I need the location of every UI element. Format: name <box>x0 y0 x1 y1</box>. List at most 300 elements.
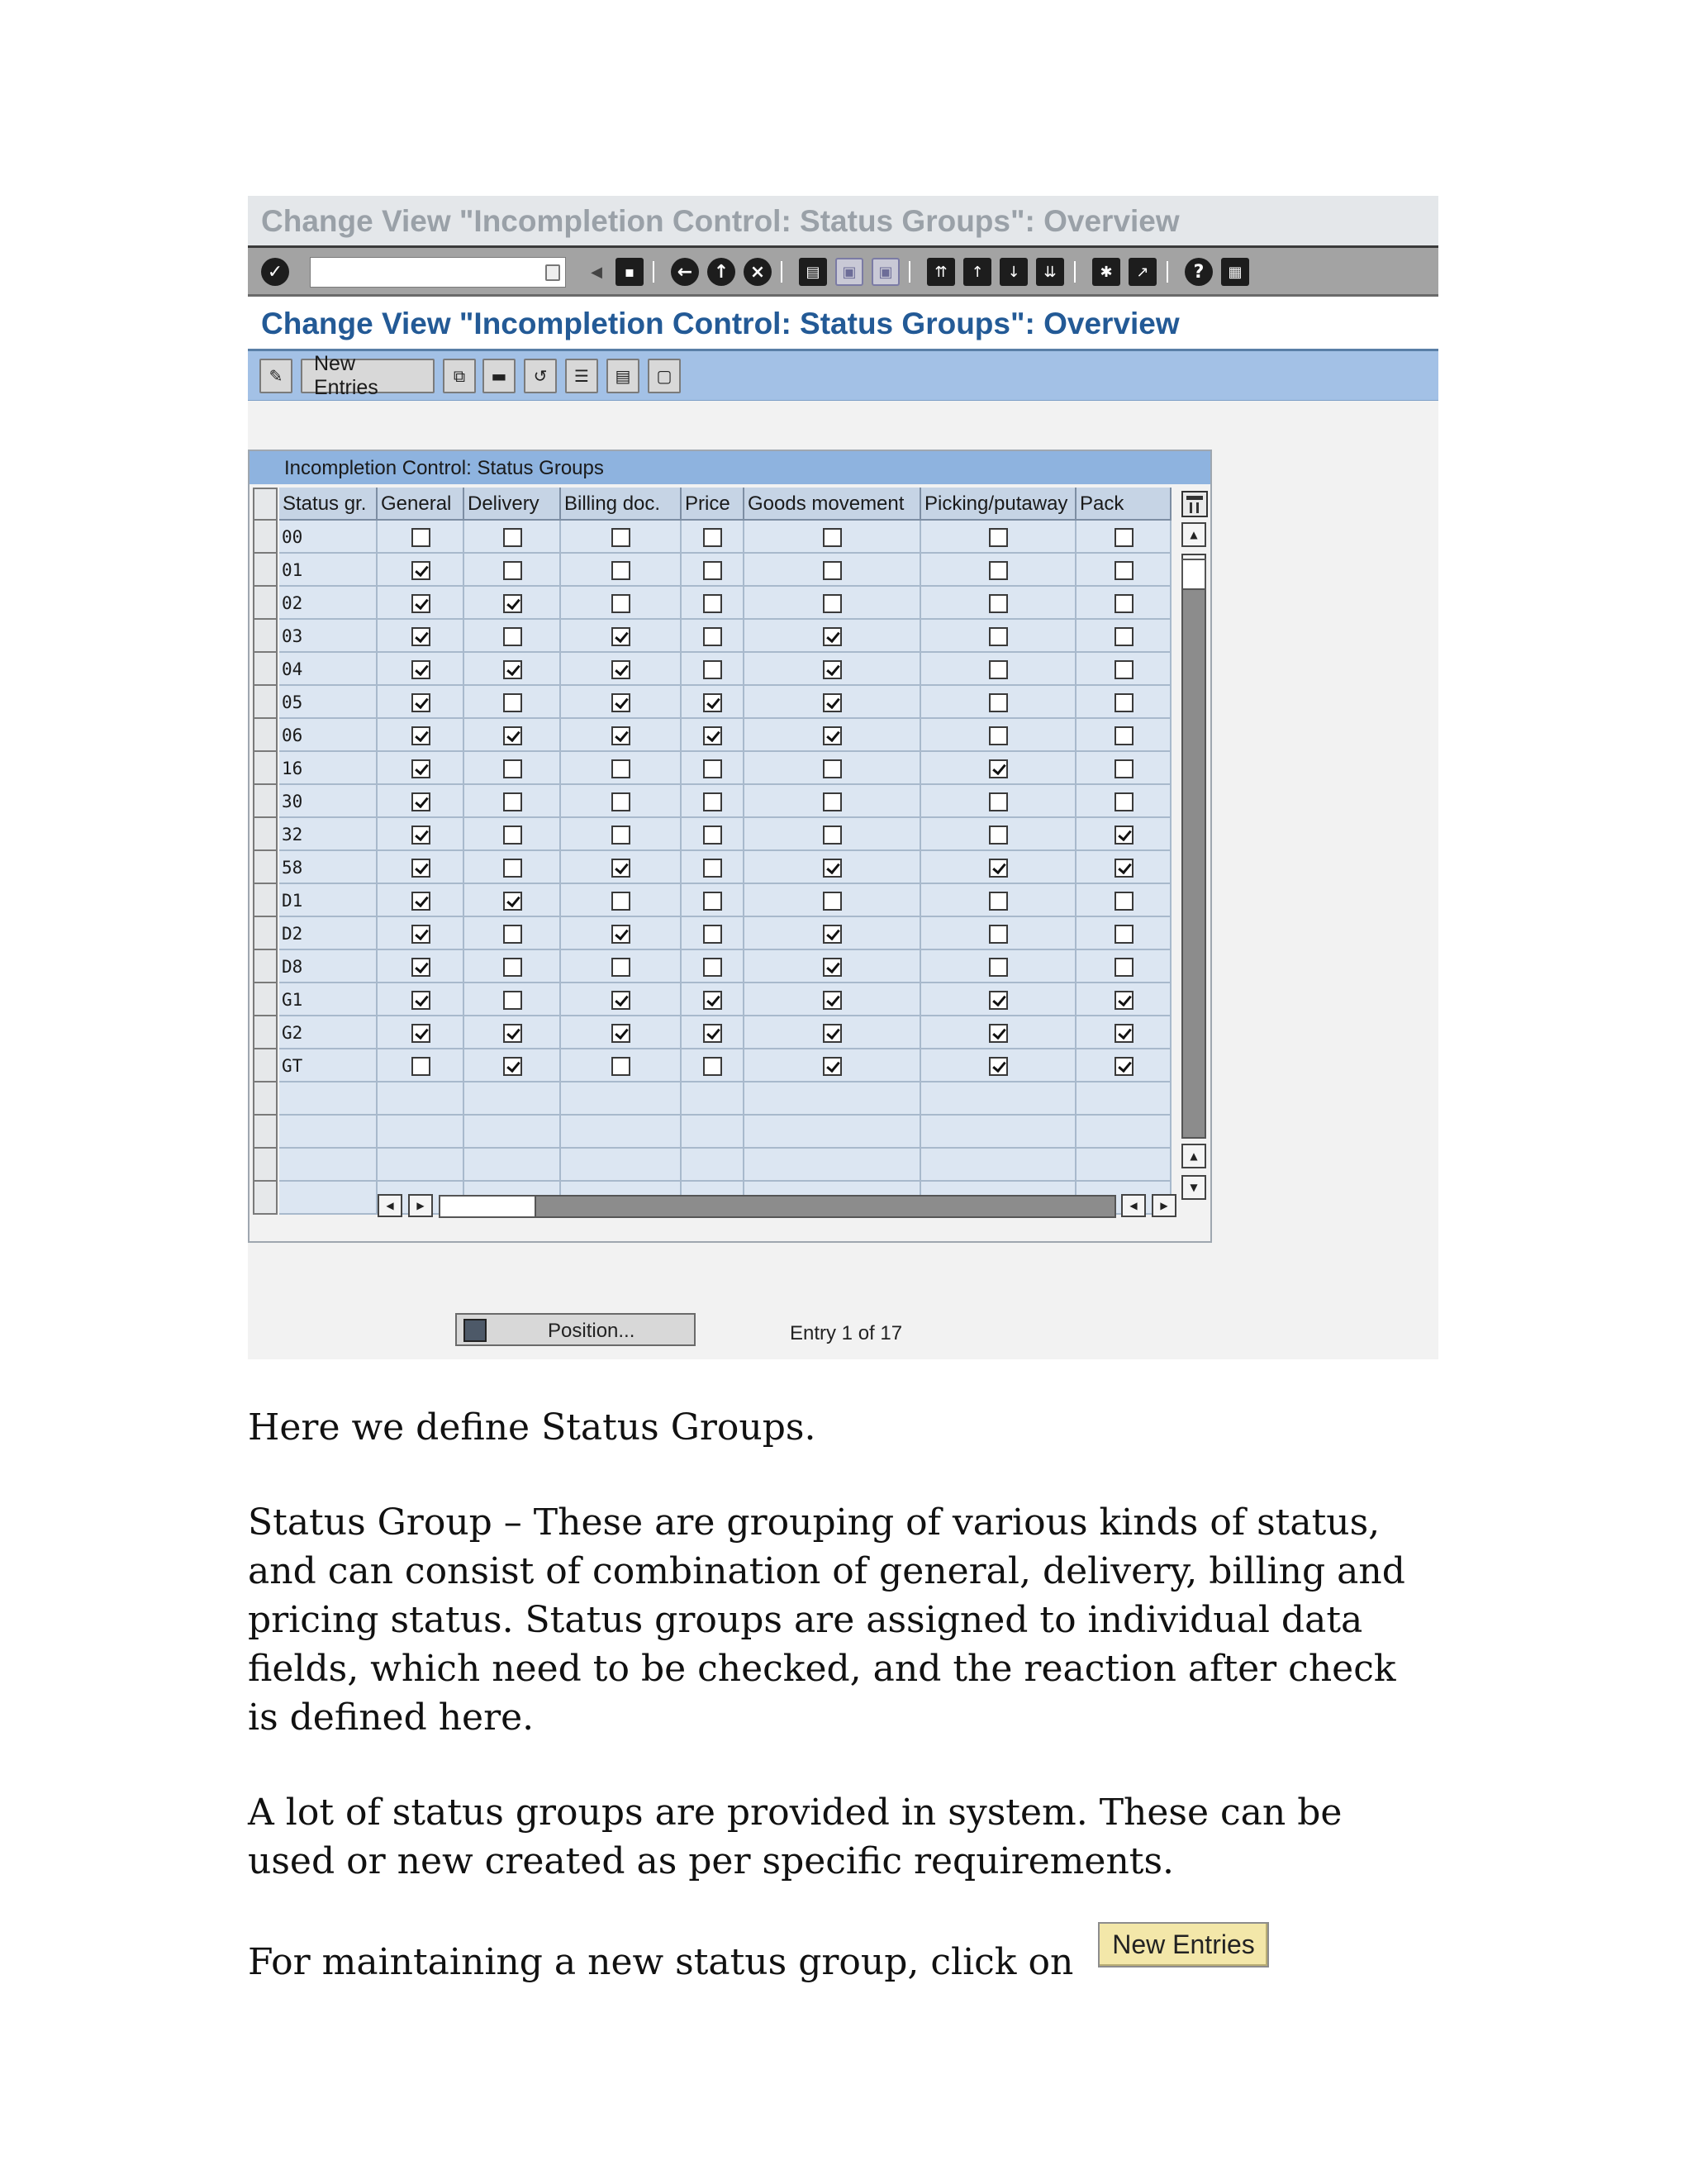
status-group-cell <box>279 950 378 983</box>
column-header[interactable] <box>378 488 464 521</box>
status-group-code: D8 <box>282 957 303 977</box>
shortcut-icon[interactable]: ↗ <box>1129 258 1157 286</box>
status-checkbox[interactable] <box>823 726 842 745</box>
status-checkbox[interactable] <box>411 627 430 646</box>
status-checkbox[interactable] <box>989 925 1008 944</box>
status-flag-cell <box>561 884 682 917</box>
status-checkbox[interactable] <box>411 1024 430 1043</box>
row-selector[interactable] <box>253 752 278 785</box>
status-checkbox[interactable] <box>1115 627 1134 646</box>
status-flag-cell <box>464 818 561 851</box>
status-checkbox[interactable] <box>703 759 722 778</box>
status-checkbox[interactable] <box>823 1024 842 1043</box>
row-selector[interactable] <box>253 620 278 653</box>
status-checkbox[interactable] <box>989 660 1008 679</box>
next-page-icon[interactable]: ↓ <box>1000 258 1028 286</box>
first-page-icon[interactable]: ⇈ <box>927 258 955 286</box>
status-checkbox[interactable] <box>503 693 522 712</box>
status-group-cell <box>279 1082 378 1116</box>
status-flag-cell <box>378 719 464 752</box>
row-selector[interactable] <box>253 587 278 620</box>
status-flag-cell <box>682 620 744 653</box>
status-flag-cell <box>744 521 921 554</box>
status-flag-cell <box>744 1016 921 1049</box>
status-flag-cell <box>464 851 561 884</box>
status-flag-cell <box>921 917 1077 950</box>
status-checkbox[interactable] <box>1115 528 1134 547</box>
status-flag-cell <box>1077 620 1172 653</box>
select-all-icon[interactable]: ☰ <box>565 359 598 393</box>
status-flag-cell <box>921 587 1077 620</box>
row-selector[interactable] <box>253 653 278 686</box>
exit-icon[interactable]: ↑ <box>707 258 735 286</box>
scroll-left-icon[interactable]: ◀ <box>1121 1194 1146 1217</box>
table-settings-icon[interactable] <box>1181 491 1208 517</box>
status-checkbox[interactable] <box>989 693 1008 712</box>
scroll-right-first-icon[interactable]: ▶ <box>408 1194 433 1217</box>
status-checkbox[interactable] <box>989 826 1008 845</box>
status-checkbox[interactable] <box>411 693 430 712</box>
status-group-code: D2 <box>282 924 303 944</box>
status-checkbox[interactable] <box>611 792 630 811</box>
status-flag-cell <box>1077 1049 1172 1082</box>
status-flag-cell <box>682 1082 744 1116</box>
status-checkbox[interactable] <box>989 958 1008 977</box>
select-block-icon[interactable]: ▤ <box>606 359 639 393</box>
status-flag-cell <box>682 818 744 851</box>
status-checkbox[interactable] <box>823 1057 842 1076</box>
status-checkbox[interactable] <box>611 925 630 944</box>
entry-counter: Entry 1 of 17 <box>790 1322 903 1344</box>
status-group-cell <box>279 785 378 818</box>
status-checkbox[interactable] <box>823 991 842 1010</box>
row-selector[interactable] <box>253 983 278 1016</box>
status-flag-cell <box>921 950 1077 983</box>
status-checkbox[interactable] <box>611 1057 630 1076</box>
row-selector[interactable] <box>253 884 278 917</box>
row-selector[interactable] <box>253 686 278 719</box>
new-session-icon[interactable]: ✱ <box>1092 258 1120 286</box>
status-flag-cell <box>921 1149 1077 1182</box>
row-selector[interactable] <box>253 1016 278 1049</box>
paragraph-line: pricing status. Status groups are assigned to individual data <box>248 1599 1363 1641</box>
status-flag-cell <box>464 521 561 554</box>
status-checkbox[interactable] <box>989 892 1008 911</box>
find-next-icon[interactable]: ▣ <box>872 258 900 286</box>
status-flag-cell <box>921 884 1077 917</box>
status-checkbox[interactable] <box>823 792 842 811</box>
status-flag-cell <box>561 950 682 983</box>
column-header[interactable] <box>279 488 378 521</box>
status-checkbox[interactable] <box>703 826 722 845</box>
table-caption-text: Incompletion Control: Status Groups <box>284 457 604 479</box>
status-checkbox[interactable] <box>703 991 722 1010</box>
status-checkbox[interactable] <box>611 892 630 911</box>
row-selector[interactable] <box>253 1116 278 1149</box>
status-checkbox[interactable] <box>611 826 630 845</box>
status-checkbox[interactable] <box>503 892 522 911</box>
column-header-label: General <box>381 492 452 515</box>
horizontal-scroll-thumb[interactable] <box>439 1195 536 1218</box>
status-checkbox[interactable] <box>989 1024 1008 1043</box>
copy-as-icon[interactable]: ⧉ <box>443 359 476 393</box>
status-checkbox[interactable] <box>411 1057 430 1076</box>
status-checkbox[interactable] <box>1115 693 1134 712</box>
delete-icon[interactable]: ▬ <box>482 359 516 393</box>
undo-change-icon[interactable]: ↺ <box>524 359 557 393</box>
find-icon[interactable]: ▣ <box>835 258 863 286</box>
deselect-all-icon[interactable]: ▢ <box>648 359 681 393</box>
column-header[interactable] <box>561 488 682 521</box>
status-checkbox[interactable] <box>411 594 430 613</box>
status-checkbox[interactable] <box>703 859 722 878</box>
status-flag-cell <box>1077 1082 1172 1116</box>
status-checkbox[interactable] <box>503 726 522 745</box>
inline-new-entries-button[interactable]: New Entries <box>1098 1922 1269 1968</box>
row-selector[interactable] <box>253 818 278 851</box>
row-selector[interactable] <box>253 1149 278 1182</box>
status-checkbox[interactable] <box>989 561 1008 580</box>
status-checkbox[interactable] <box>1115 991 1134 1010</box>
status-checkbox[interactable] <box>823 826 842 845</box>
table-row <box>253 719 1172 752</box>
status-checkbox[interactable] <box>411 660 430 679</box>
screen-title: Change View "Incompletion Control: Status Groups": Overview <box>261 307 1180 340</box>
status-flag-cell <box>921 983 1077 1016</box>
status-flag-cell <box>378 554 464 587</box>
status-checkbox[interactable] <box>703 528 722 547</box>
status-flag-cell <box>921 1016 1077 1049</box>
status-group-cell <box>279 752 378 785</box>
status-checkbox[interactable] <box>703 1024 722 1043</box>
status-checkbox[interactable] <box>703 958 722 977</box>
row-selector[interactable] <box>253 1082 278 1116</box>
status-checkbox[interactable] <box>703 1057 722 1076</box>
column-header[interactable] <box>744 488 921 521</box>
row-selector[interactable] <box>253 1049 278 1082</box>
status-checkbox[interactable] <box>611 1024 630 1043</box>
status-group-paragraph <box>248 1498 1405 1742</box>
status-flag-cell <box>561 1049 682 1082</box>
status-checkbox[interactable] <box>611 693 630 712</box>
status-group-cell <box>279 719 378 752</box>
status-checkbox[interactable] <box>611 660 630 679</box>
previous-page-icon[interactable]: ↑ <box>963 258 991 286</box>
status-checkbox[interactable] <box>823 925 842 944</box>
row-selector[interactable] <box>253 1182 278 1215</box>
status-flag-cell <box>378 1016 464 1049</box>
status-checkbox[interactable] <box>611 859 630 878</box>
status-group-code: 30 <box>282 792 303 811</box>
status-group-cell <box>279 554 378 587</box>
status-flag-cell <box>561 521 682 554</box>
status-checkbox[interactable] <box>503 660 522 679</box>
arrow-left-icon[interactable]: ◀ <box>591 263 602 281</box>
status-flag-cell <box>464 785 561 818</box>
status-checkbox[interactable] <box>703 660 722 679</box>
status-checkbox[interactable] <box>989 594 1008 613</box>
status-group-cell <box>279 1149 378 1182</box>
status-flag-cell <box>1077 554 1172 587</box>
status-checkbox[interactable] <box>823 528 842 547</box>
intro-paragraph: Here we define Status Groups. <box>248 1406 816 1449</box>
status-group-code: G2 <box>282 1023 303 1043</box>
status-checkbox[interactable] <box>1115 594 1134 613</box>
window-title: Change View "Incompletion Control: Status Groups": Overview <box>261 204 1180 238</box>
enter-checkmark-icon[interactable]: ✓ <box>261 258 289 286</box>
status-checkbox[interactable] <box>503 759 522 778</box>
status-flag-cell <box>378 884 464 917</box>
row-selector[interactable] <box>253 521 278 554</box>
status-flag-cell <box>1077 818 1172 851</box>
status-checkbox[interactable] <box>611 528 630 547</box>
row-selector[interactable] <box>253 950 278 983</box>
status-flag-cell <box>378 752 464 785</box>
position-icon <box>463 1319 487 1342</box>
column-header[interactable] <box>464 488 561 521</box>
status-checkbox[interactable] <box>503 627 522 646</box>
status-flag-cell <box>1077 1149 1172 1182</box>
status-checkbox[interactable] <box>989 792 1008 811</box>
status-checkbox[interactable] <box>503 991 522 1010</box>
status-checkbox[interactable] <box>989 759 1008 778</box>
status-checkbox[interactable] <box>611 759 630 778</box>
table-row <box>253 1049 1172 1082</box>
status-checkbox[interactable] <box>823 759 842 778</box>
status-checkbox[interactable] <box>703 726 722 745</box>
status-flag-cell <box>1077 983 1172 1016</box>
save-icon[interactable]: ▪ <box>615 258 644 286</box>
status-checkbox[interactable] <box>411 892 430 911</box>
status-group-code: 00 <box>282 527 303 547</box>
status-flag-cell <box>921 554 1077 587</box>
back-icon[interactable]: ← <box>671 258 699 286</box>
status-checkbox[interactable] <box>411 726 430 745</box>
cancel-icon[interactable]: × <box>744 258 772 286</box>
table-header-row <box>253 488 1172 521</box>
status-checkbox[interactable] <box>703 925 722 944</box>
status-checkbox[interactable] <box>1115 925 1134 944</box>
status-checkbox[interactable] <box>989 859 1008 878</box>
status-checkbox[interactable] <box>503 561 522 580</box>
status-checkbox[interactable] <box>1115 1024 1134 1043</box>
table-row <box>253 1082 1172 1116</box>
display-change-icon[interactable]: ✎ <box>259 359 292 393</box>
scroll-right-icon[interactable]: ▶ <box>1152 1194 1176 1217</box>
status-checkbox[interactable] <box>1115 958 1134 977</box>
status-checkbox[interactable] <box>411 528 430 547</box>
column-header[interactable] <box>921 488 1077 521</box>
status-flag-cell <box>682 719 744 752</box>
layout-menu-icon[interactable]: ▦ <box>1221 258 1249 286</box>
status-flag-cell <box>378 1149 464 1182</box>
row-selector[interactable] <box>253 554 278 587</box>
status-checkbox[interactable] <box>1115 859 1134 878</box>
table-row <box>253 1116 1172 1149</box>
status-checkbox[interactable] <box>823 859 842 878</box>
row-selector[interactable] <box>253 917 278 950</box>
status-flag-cell <box>1077 851 1172 884</box>
status-flag-cell <box>561 752 682 785</box>
status-flag-cell <box>921 818 1077 851</box>
status-checkbox[interactable] <box>503 958 522 977</box>
status-checkbox[interactable] <box>1115 726 1134 745</box>
status-flag-cell <box>561 917 682 950</box>
status-flag-cell <box>744 983 921 1016</box>
table-row <box>253 587 1172 620</box>
status-checkbox[interactable] <box>611 594 630 613</box>
status-flag-cell <box>464 752 561 785</box>
status-checkbox[interactable] <box>823 660 842 679</box>
status-flag-cell <box>464 686 561 719</box>
last-page-icon[interactable]: ⇊ <box>1036 258 1064 286</box>
status-checkbox[interactable] <box>989 627 1008 646</box>
status-flag-cell <box>1077 521 1172 554</box>
status-checkbox[interactable] <box>503 1057 522 1076</box>
status-flag-cell <box>561 1016 682 1049</box>
select-all-rows-marker[interactable] <box>253 488 278 521</box>
status-flag-cell <box>744 1149 921 1182</box>
status-checkbox[interactable] <box>823 693 842 712</box>
status-checkbox[interactable] <box>1115 892 1134 911</box>
help-icon[interactable]: ? <box>1185 258 1213 286</box>
status-checkbox[interactable] <box>611 991 630 1010</box>
status-checkbox[interactable] <box>611 627 630 646</box>
status-checkbox[interactable] <box>989 991 1008 1010</box>
status-flag-cell <box>561 620 682 653</box>
status-checkbox[interactable] <box>703 594 722 613</box>
vertical-scrollbar[interactable] <box>1181 559 1206 1139</box>
status-checkbox[interactable] <box>1115 1057 1134 1076</box>
column-header-label: Delivery <box>468 492 539 515</box>
status-checkbox[interactable] <box>503 859 522 878</box>
status-checkbox[interactable] <box>411 991 430 1010</box>
row-selector[interactable] <box>253 851 278 884</box>
status-flag-cell <box>744 1082 921 1116</box>
status-group-code: 32 <box>282 825 303 845</box>
status-checkbox[interactable] <box>503 826 522 845</box>
status-flag-cell <box>464 1149 561 1182</box>
status-checkbox[interactable] <box>611 561 630 580</box>
status-group-code: 58 <box>282 858 303 878</box>
status-flag-cell <box>921 1049 1077 1082</box>
scroll-left-first-icon[interactable]: ◀ <box>378 1194 402 1217</box>
status-flag-cell <box>464 653 561 686</box>
new-entries-button[interactable]: New Entries <box>301 359 435 393</box>
status-checkbox[interactable] <box>503 528 522 547</box>
table-row <box>253 521 1172 554</box>
status-flag-cell <box>682 917 744 950</box>
status-flag-cell <box>1077 719 1172 752</box>
row-selector[interactable] <box>253 785 278 818</box>
status-checkbox[interactable] <box>503 594 522 613</box>
status-checkbox[interactable] <box>703 792 722 811</box>
scroll-page-down-icon[interactable]: ▼ <box>1181 1175 1206 1200</box>
status-flag-cell <box>561 554 682 587</box>
status-checkbox[interactable] <box>1115 660 1134 679</box>
vertical-scroll-thumb[interactable] <box>1181 559 1206 590</box>
print-icon[interactable]: ▤ <box>799 258 827 286</box>
status-checkbox[interactable] <box>411 826 430 845</box>
column-header-label: Pack <box>1080 492 1124 515</box>
status-flag-cell <box>682 1149 744 1182</box>
status-checkbox[interactable] <box>703 693 722 712</box>
command-field[interactable] <box>310 257 566 288</box>
status-flag-cell <box>378 521 464 554</box>
status-checkbox[interactable] <box>411 561 430 580</box>
status-checkbox[interactable] <box>1115 826 1134 845</box>
status-flag-cell <box>744 686 921 719</box>
status-checkbox[interactable] <box>503 925 522 944</box>
scroll-up-icon[interactable]: ▲ <box>1181 522 1206 547</box>
status-checkbox[interactable] <box>503 1024 522 1043</box>
status-checkbox[interactable] <box>1115 561 1134 580</box>
status-checkbox[interactable] <box>411 792 430 811</box>
status-checkbox[interactable] <box>1115 759 1134 778</box>
status-flag-cell <box>744 818 921 851</box>
scroll-page-up-icon[interactable]: ▲ <box>1181 1144 1206 1168</box>
status-group-cell <box>279 521 378 554</box>
status-flag-cell <box>464 1049 561 1082</box>
table-row <box>253 917 1172 950</box>
status-checkbox[interactable] <box>411 859 430 878</box>
position-label: Position... <box>548 1320 635 1342</box>
status-checkbox[interactable] <box>823 627 842 646</box>
position-button[interactable] <box>455 1313 696 1346</box>
table-row <box>253 983 1172 1016</box>
table-row <box>253 554 1172 587</box>
status-flag-cell <box>1077 653 1172 686</box>
status-flag-cell <box>1077 686 1172 719</box>
status-checkbox[interactable] <box>823 958 842 977</box>
row-selector[interactable] <box>253 719 278 752</box>
status-group-cell <box>279 686 378 719</box>
status-checkbox[interactable] <box>611 958 630 977</box>
status-checkbox[interactable] <box>823 892 842 911</box>
status-checkbox[interactable] <box>1115 792 1134 811</box>
status-checkbox[interactable] <box>703 627 722 646</box>
status-checkbox[interactable] <box>411 925 430 944</box>
status-checkbox[interactable] <box>411 958 430 977</box>
horizontal-scrollbar[interactable] <box>439 1195 1116 1218</box>
status-checkbox[interactable] <box>989 726 1008 745</box>
column-header-label: Goods movement <box>748 492 905 515</box>
status-flag-cell <box>921 785 1077 818</box>
status-checkbox[interactable] <box>823 561 842 580</box>
status-flag-cell <box>682 1016 744 1049</box>
status-flag-cell <box>378 686 464 719</box>
table-row <box>253 752 1172 785</box>
status-checkbox[interactable] <box>989 1057 1008 1076</box>
status-flag-cell <box>1077 884 1172 917</box>
status-checkbox[interactable] <box>411 759 430 778</box>
column-header[interactable] <box>682 488 744 521</box>
table-row <box>253 620 1172 653</box>
status-checkbox[interactable] <box>703 892 722 911</box>
status-checkbox[interactable] <box>989 528 1008 547</box>
status-checkbox[interactable] <box>503 792 522 811</box>
status-checkbox[interactable] <box>703 561 722 580</box>
status-flag-cell <box>1077 917 1172 950</box>
status-flag-cell <box>744 554 921 587</box>
column-header-label: Status gr. <box>283 492 367 515</box>
command-history-icon[interactable] <box>545 264 560 281</box>
status-checkbox[interactable] <box>611 726 630 745</box>
status-flag-cell <box>561 818 682 851</box>
status-checkbox[interactable] <box>823 594 842 613</box>
column-header[interactable] <box>1077 488 1172 521</box>
status-flag-cell <box>921 653 1077 686</box>
